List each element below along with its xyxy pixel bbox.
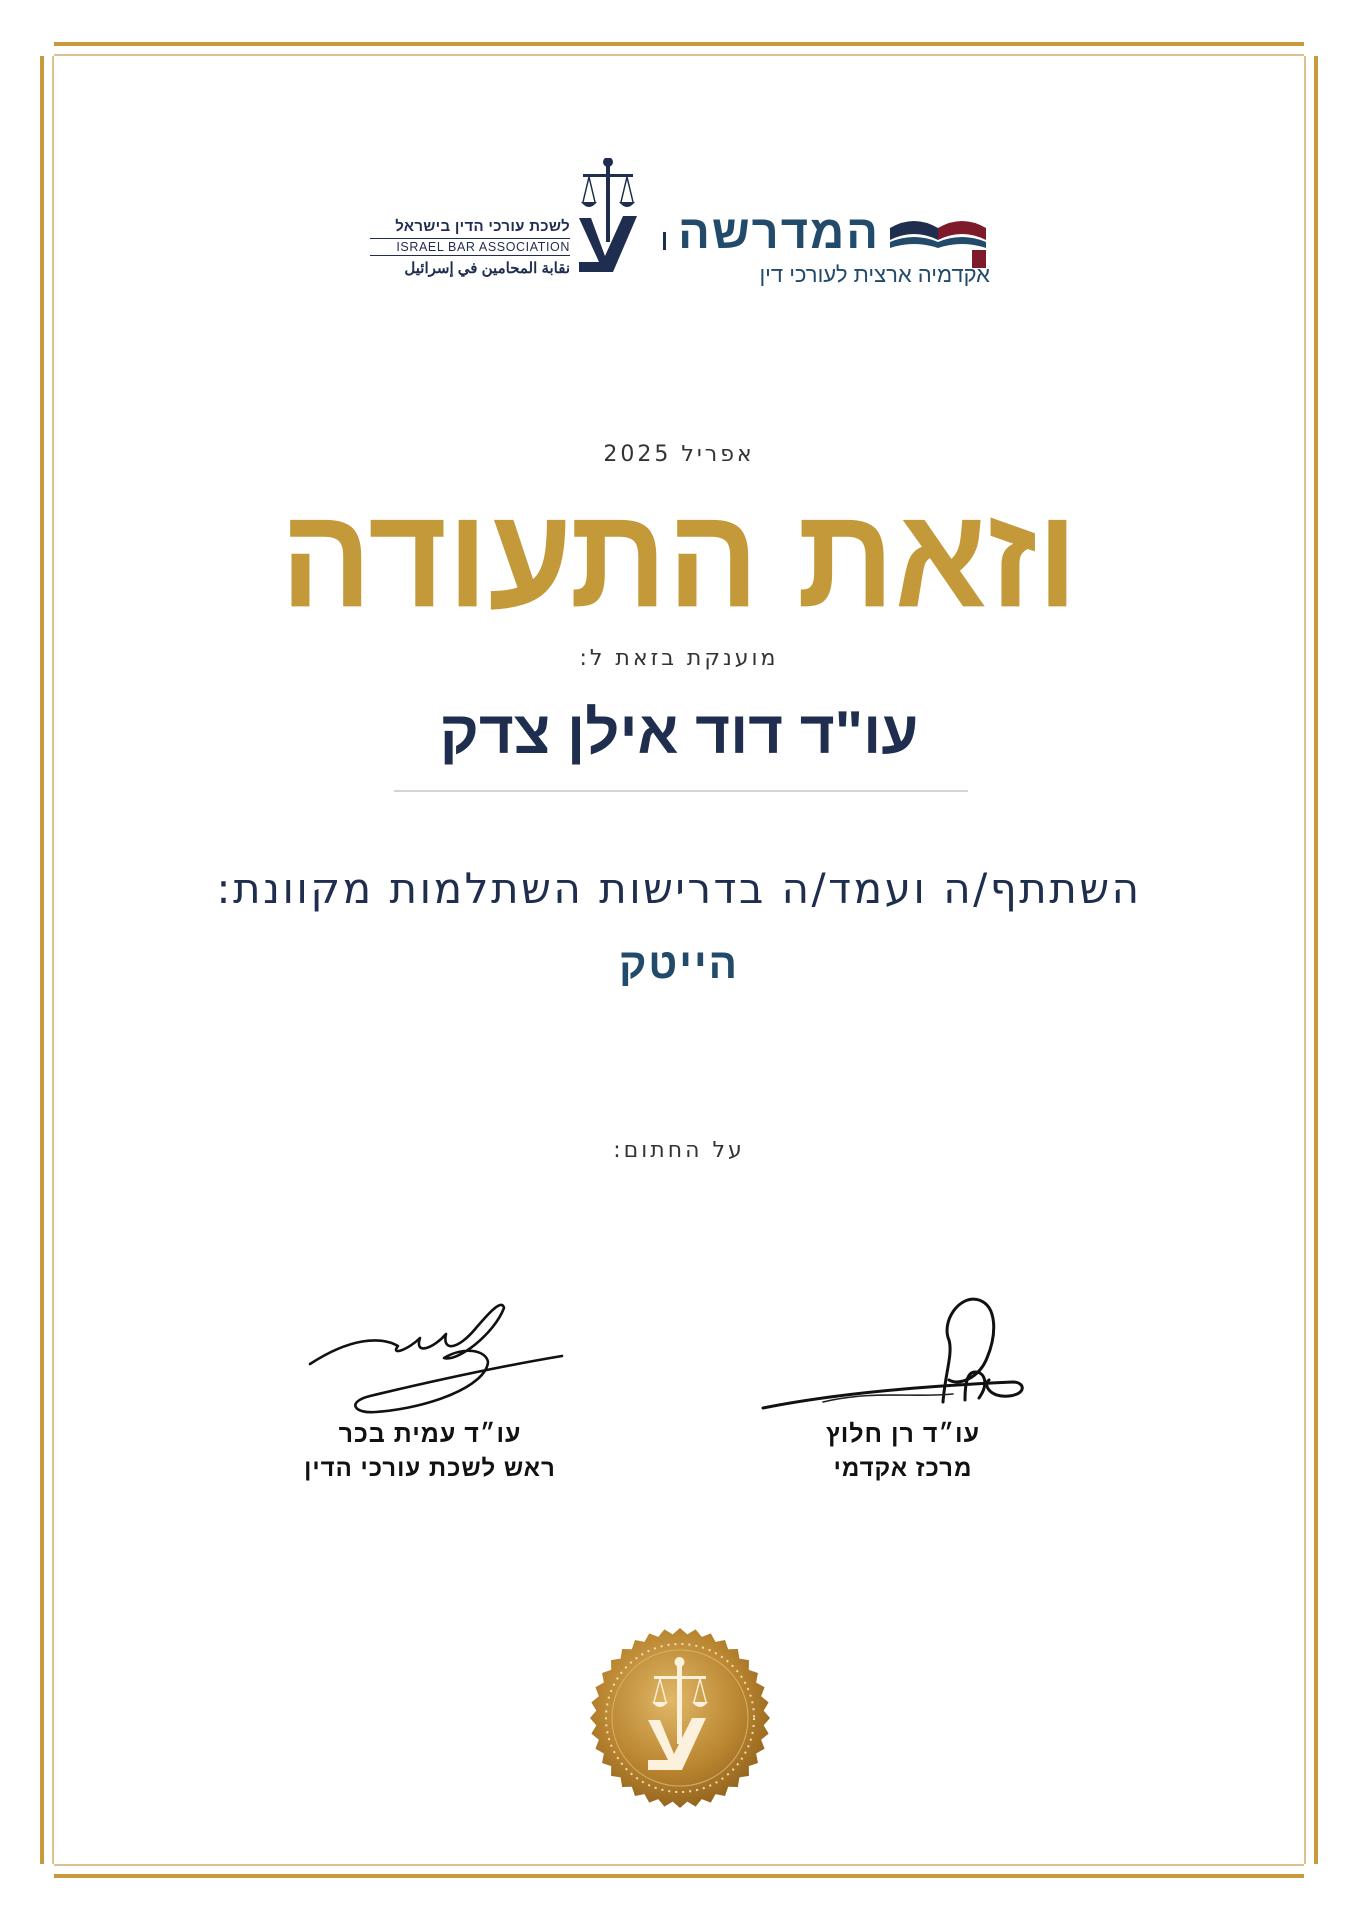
border-corner bbox=[36, 38, 54, 56]
signature-block-bar-head bbox=[270, 1290, 590, 1483]
border-corner bbox=[36, 1864, 54, 1882]
border-corner bbox=[1304, 38, 1322, 56]
bar-association-name-he: לשכת עורכי הדין בישראל bbox=[395, 218, 570, 235]
madrasha-subtitle: אקדמיה ארצית לעורכי דין bbox=[759, 262, 990, 287]
participation-text: השתתף/ה ועמד/ה בדרישות השתלמות מקוונת: bbox=[216, 864, 1142, 913]
bar-association-name-ar: نقابة المحامين في إسرائيل bbox=[404, 260, 570, 277]
open-book-icon bbox=[886, 210, 990, 268]
signed-label: על החתום: bbox=[613, 1138, 745, 1163]
certificate-title: וזאת התעודה bbox=[280, 477, 1078, 637]
handwritten-signature bbox=[753, 1290, 1053, 1420]
signature-block-academic-center bbox=[743, 1290, 1063, 1483]
header-logos bbox=[370, 158, 990, 288]
signatory-role: מרכז אקדמי bbox=[833, 1455, 973, 1482]
signatory-name: עו״ד עמית בכר bbox=[338, 1420, 522, 1448]
bar-association-wordmark bbox=[370, 218, 570, 277]
border-corner bbox=[1304, 1864, 1322, 1882]
signatory-name: עו״ד רן חלוץ bbox=[825, 1420, 981, 1448]
gold-seal-emblem bbox=[588, 1626, 772, 1810]
awarded-label: מוענקת בזאת ל: bbox=[579, 646, 779, 671]
logo-separator bbox=[663, 232, 666, 250]
recipient-name: עו"ד דוד אילן צדק bbox=[439, 699, 919, 766]
name-underline bbox=[394, 790, 968, 792]
scales-of-justice-icon bbox=[575, 158, 641, 278]
bar-association-name-en: ISRAEL BAR ASSOCIATION bbox=[370, 238, 570, 256]
madrasha-title: המדרשה bbox=[678, 205, 880, 258]
course-name: הייטק bbox=[618, 940, 740, 987]
signatory-role: ראש לשכת עורכי הדין bbox=[304, 1455, 556, 1482]
handwritten-signature bbox=[280, 1290, 580, 1420]
madrasha-logo bbox=[678, 204, 990, 294]
certificate-date: אפריל 2025 bbox=[603, 442, 755, 467]
